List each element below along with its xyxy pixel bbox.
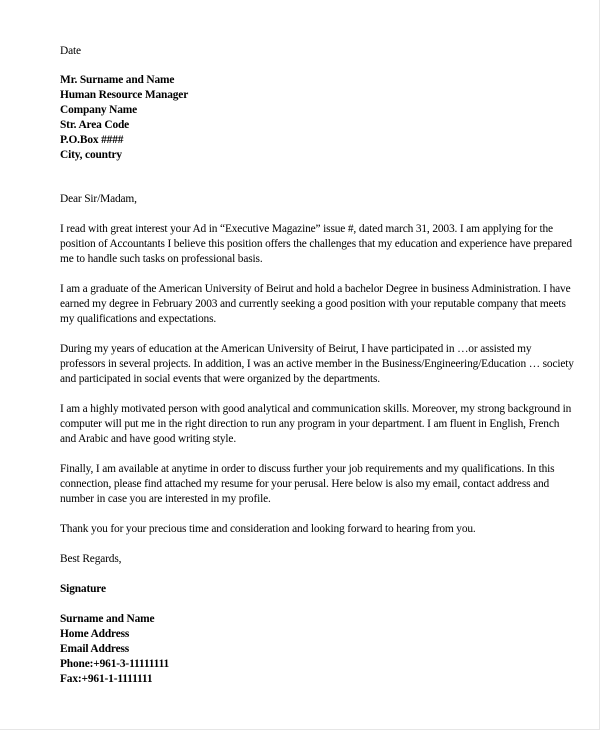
paragraph-line: my qualifications and expectations. — [60, 313, 217, 325]
paragraph-line: earned my degree in February 2003 and currently seeking a good position with your reputable company that meets — [60, 298, 566, 310]
recipient-name: Mr. Surname and Name — [60, 74, 175, 86]
letter-body — [60, 44, 574, 687]
recipient-block — [60, 73, 550, 163]
sender-phone: Phone:+961-3-11111111 — [60, 658, 170, 670]
recipient-pobox: P.O.Box #### — [60, 134, 124, 146]
paragraph-1 — [60, 222, 572, 267]
paragraph-line: number in case you are interested in my profile. — [60, 493, 271, 505]
recipient-city: City, country — [60, 149, 122, 161]
paragraph-line: position of Accountants I believe this position offers the challenges that my education and experience have prepared — [60, 238, 572, 250]
recipient-street: Str. Area Code — [60, 119, 130, 131]
paragraph-5 — [60, 462, 555, 507]
paragraph-line: I am a highly motivated person with good analytical and communication skills. Moreover, my strong background in — [60, 403, 572, 415]
paragraph-line: Thank you for your precious time and consideration and looking forward to hearing from you. — [60, 523, 476, 535]
paragraph-line: During my years of education at the American University of Beirut, I have participated in …or assisted my — [60, 343, 532, 355]
paragraph-line: I am a graduate of the American University of Beirut and hold a bachelor Degree in business Administration. I have — [60, 283, 571, 295]
paragraph-line: and participated in social events that were organized by the departments. — [60, 373, 380, 385]
paragraph-line: computer will put me in the right direction to run any program in your department. I am fluent in English, French — [60, 418, 560, 430]
paragraph-line: connection, please find attached my resume for your perusal. Here below is also my email, contact address and — [60, 478, 550, 490]
paragraph-line: me to handle such tasks on professional basis. — [60, 253, 263, 265]
recipient-title: Human Resource Manager — [60, 89, 189, 101]
paragraph-line: and Arabic and have good writing style. — [60, 433, 237, 445]
letter-date: Date — [60, 45, 81, 57]
sender-fax: Fax:+961-1-1111111 — [60, 673, 153, 685]
paragraph-4 — [60, 402, 572, 447]
sender-home-address: Home Address — [60, 628, 130, 640]
paragraph-line: professors in several projects. In addition, I was an active member in the Business/Engineering/Education … society — [60, 358, 574, 370]
signature-label: Signature — [60, 583, 106, 595]
paragraph-2 — [60, 282, 571, 327]
salutation: Dear Sir/Madam, — [60, 193, 137, 205]
recipient-company: Company Name — [60, 104, 137, 116]
sender-block — [60, 612, 550, 687]
closing: Best Regards, — [60, 553, 122, 565]
paragraph-line: I read with great interest your Ad in “Executive Magazine” issue #, dated march 31, 2003. I am applying for the — [60, 223, 553, 235]
paragraph-6 — [60, 522, 550, 537]
paragraph-line: Finally, I am available at anytime in order to discuss further your job requirements and my qualifications. In this — [60, 463, 555, 475]
sender-name: Surname and Name — [60, 613, 155, 625]
paragraph-3 — [60, 342, 574, 387]
sender-email-address: Email Address — [60, 643, 130, 655]
